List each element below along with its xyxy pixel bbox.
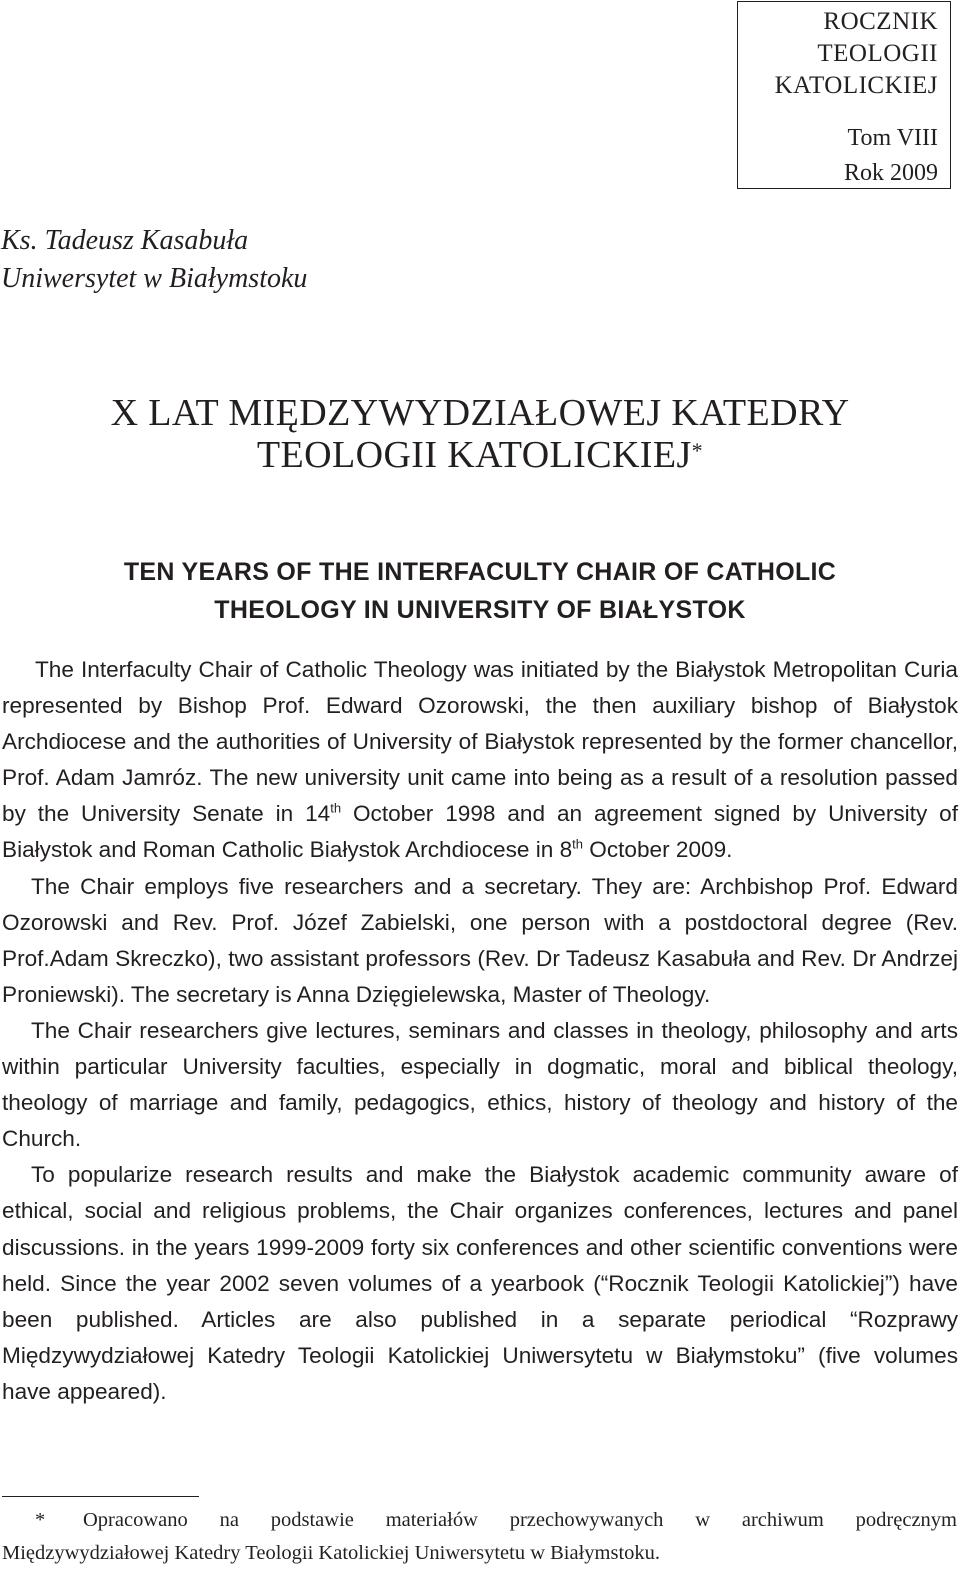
title-line: X LAT MIĘDZYWYDZIAŁOWEJ KATEDRY <box>110 392 850 434</box>
abstract-paragraph: The Chair employs five researchers and a secretary. They are: Archbishop Prof. Edward Ozorowski and Rev. Prof. Józef Zabielski, one person with a postdoctoral degree (Rev. Prof.Adam Skreczko), two assistant professors (Rev. Dr Tadeusz Kasabuła and Rev. Dr Andrzej Proniewski). The secretary is Anna Dzięgielewska, Master of Theology. <box>2 873 958 1007</box>
journal-name-line: KATOLICKIEJ <box>774 72 938 99</box>
author-name: Ks. Tadeusz Kasabuła <box>1 225 249 256</box>
author-block <box>1 222 701 298</box>
journal-name-line: TEOLOGII <box>817 40 938 67</box>
journal-name <box>738 6 938 102</box>
journal-volume: Tom VIII <box>847 125 938 151</box>
subtitle-line: TEN YEARS OF THE INTERFACULTY CHAIR OF CATHOLIC <box>123 558 837 586</box>
footnote-line <box>2 1504 957 1537</box>
ordinal-suffix: th <box>572 836 583 852</box>
journal-volume-info <box>738 121 938 191</box>
title-line-2 <box>0 434 960 476</box>
ordinal-suffix: th <box>330 800 342 816</box>
paragraph-text: October 1998 and an agreement signed by University of Białystok and Roman Catholic Białystok Archdiocese in 8 <box>2 801 958 863</box>
paragraph-text: The Interfaculty Chair of Catholic Theology was initiated by the Białystok Metropolitan Curia represented by Bishop Prof. Edward Ozorowski, the then auxiliary bishop of Białystok Archdiocese and the authorities of University of Białystok represented by the former chancellor, Prof. Adam Jamróz. The new university unit came into being as a result of a resolution passed by the University Senate in 14 <box>2 657 958 827</box>
journal-header-box <box>737 1 951 189</box>
footnote <box>2 1504 957 1570</box>
abstract-body <box>2 652 958 1410</box>
footnote-separator <box>2 1496 199 1497</box>
article-title <box>0 392 960 476</box>
english-subtitle <box>0 553 960 629</box>
author-affiliation: Uniwersytet w Białymstoku <box>1 263 308 294</box>
paragraph-text: October 2009. <box>583 837 733 863</box>
title-line: TEOLOGII KATOLICKIEJ <box>256 434 692 476</box>
journal-name-line: ROCZNIK <box>823 8 938 35</box>
footnote-mark: * <box>35 1509 46 1531</box>
subtitle-line: THEOLOGY IN UNIVERSITY OF BIAŁYSTOK <box>214 596 746 624</box>
title-footnote-mark: * <box>691 438 704 463</box>
abstract-paragraph: To popularize research results and make the Białystok academic community aware of ethical, social and religious problems, the Chair organizes conferences, lectures and panel discussions. in the years 1999-2009 forty six conferences and other scientific conventions were held. Since the year 2002 seven volumes of a yearbook (“Rocznik Teologii Katolickiej”) have been published. Articles are also published in a separate periodical “Rozprawy Międzywydziałowej Katedry Teologii Katolickiej Uniwersytetu w Białymstoku” (five volumes have appeared). <box>2 1162 958 1404</box>
footnote-text: Opracowano na podstawie materiałów przechowywanych w archiwum podręcznym <box>83 1509 957 1531</box>
journal-year: Rok 2009 <box>843 160 938 186</box>
abstract-paragraph: The Chair researchers give lectures, seminars and classes in theology, philosophy and arts within particular University faculties, especially in dogmatic, moral and biblical theology, theology of marriage and family, pedagogics, ethics, history of theology and history of the Church. <box>2 1017 958 1152</box>
footnote-line: Międzywydziałowej Katedry Teologii Katolickiej Uniwersytetu w Białymstoku. <box>2 1542 661 1564</box>
abstract-paragraph <box>2 652 958 869</box>
